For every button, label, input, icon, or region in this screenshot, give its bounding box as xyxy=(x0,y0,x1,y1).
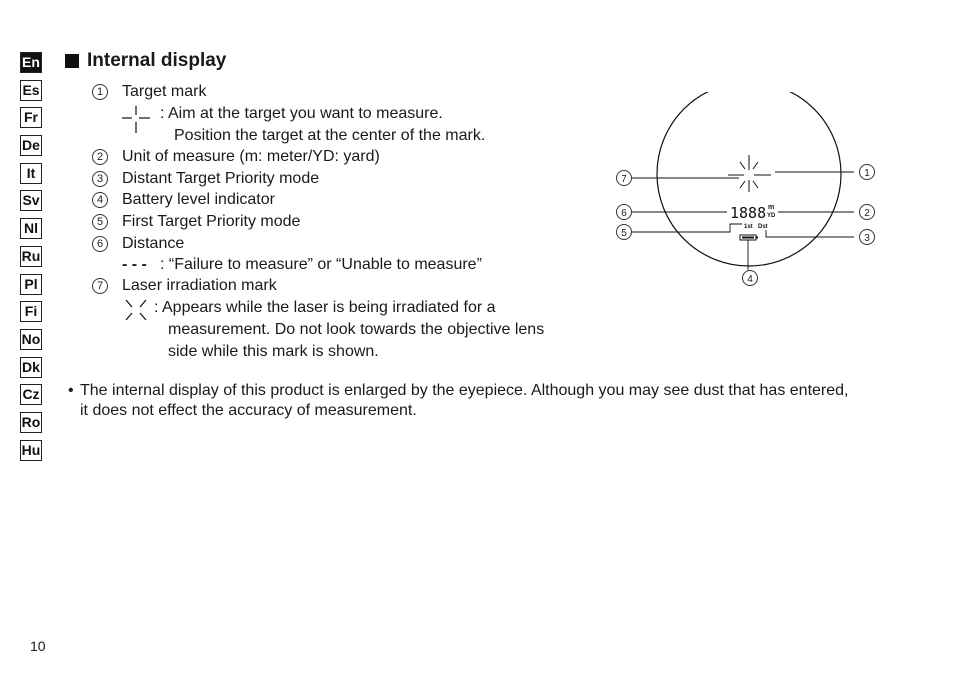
callout-number-3: 3 xyxy=(92,171,108,187)
laser-desc-line1: : Appears while the laser is being irradiated for a xyxy=(154,299,496,316)
item-first-target-mode: First Target Priority mode xyxy=(122,213,301,230)
item-distance: Distance xyxy=(122,235,185,252)
language-tabs xyxy=(20,52,44,467)
item-unit-of-measure: Unit of measure (m: meter/YD: yard) xyxy=(122,148,380,165)
item-target-mark: Target mark xyxy=(122,83,207,100)
item-distant-target-mode: Distant Target Priority mode xyxy=(122,170,320,187)
lang-tab-en[interactable]: En xyxy=(20,52,42,73)
laser-irradiation-icon xyxy=(124,298,150,322)
lang-tab-es[interactable]: Es xyxy=(20,80,42,101)
callout-number-7: 7 xyxy=(92,278,108,294)
callout-number-5: 5 xyxy=(92,214,108,230)
diagram-callout-7: 7 xyxy=(621,174,627,185)
lang-tab-fi[interactable]: Fi xyxy=(20,301,42,322)
square-bullet-icon xyxy=(65,54,79,68)
target-desc-line1: : Aim at the target you want to measure. xyxy=(160,105,443,122)
lang-tab-sv[interactable]: Sv xyxy=(20,190,42,211)
section-heading xyxy=(65,50,226,72)
lang-tab-dk[interactable]: Dk xyxy=(20,357,42,378)
lang-tab-pl[interactable]: Pl xyxy=(20,274,42,295)
note-paragraph xyxy=(68,381,858,421)
page-number: 10 xyxy=(30,638,46,654)
item-battery-indicator: Battery level indicator xyxy=(122,191,275,208)
diagram-unit-m: m xyxy=(768,204,775,211)
lang-tab-hu[interactable]: Hu xyxy=(20,440,42,461)
note-text: The internal display of this product is enlarged by the eyepiece. Although you may see dust that has entered, it does not effect the accuracy of measurement. xyxy=(80,382,849,419)
callout-number-2: 2 xyxy=(92,149,108,165)
bullet-icon: • xyxy=(68,382,74,399)
diagram-callout-4: 4 xyxy=(747,274,753,285)
diagram-callout-6: 6 xyxy=(621,208,627,219)
diagram-target-mark xyxy=(728,155,771,192)
lang-tab-no[interactable]: No xyxy=(20,329,42,350)
lang-tab-de[interactable]: De xyxy=(20,135,42,156)
diagram-callout-1: 1 xyxy=(864,168,870,179)
lang-tab-nl[interactable]: Nl xyxy=(20,218,42,239)
diagram-mode-dst: Dst xyxy=(758,224,768,230)
item-laser-mark: Laser irradiation mark xyxy=(122,277,277,294)
lang-tab-ru[interactable]: Ru xyxy=(20,246,42,267)
laser-desc-line2: measurement. Do not look towards the objective lens xyxy=(168,321,545,338)
distance-desc: : “Failure to measure” or “Unable to measure” xyxy=(160,256,482,273)
callout-number-6: 6 xyxy=(92,236,108,252)
lang-tab-fr[interactable]: Fr xyxy=(20,107,42,128)
distance-dash-symbol: - - - xyxy=(122,256,147,273)
diagram-digits: 1888 xyxy=(730,204,767,222)
lang-tab-it[interactable]: It xyxy=(20,163,42,184)
diagram-callout-2: 2 xyxy=(864,208,870,219)
lang-tab-ro[interactable]: Ro xyxy=(20,412,42,433)
laser-desc-line3: side while this mark is shown. xyxy=(168,343,379,360)
heading-text: Internal display xyxy=(87,50,227,71)
display-diagram xyxy=(612,92,882,292)
lang-tab-cz[interactable]: Cz xyxy=(20,384,42,405)
diagram-mode-1st: 1st xyxy=(744,224,753,230)
diagram-callout-3: 3 xyxy=(864,233,870,244)
target-desc-line2: Position the target at the center of the mark. xyxy=(174,127,486,144)
callout-number-1: 1 xyxy=(92,84,108,100)
diagram-callout-5: 5 xyxy=(621,228,627,239)
diagram-unit-yd: YD xyxy=(767,213,776,219)
target-mark-icon xyxy=(122,106,152,136)
callout-number-4: 4 xyxy=(92,192,108,208)
